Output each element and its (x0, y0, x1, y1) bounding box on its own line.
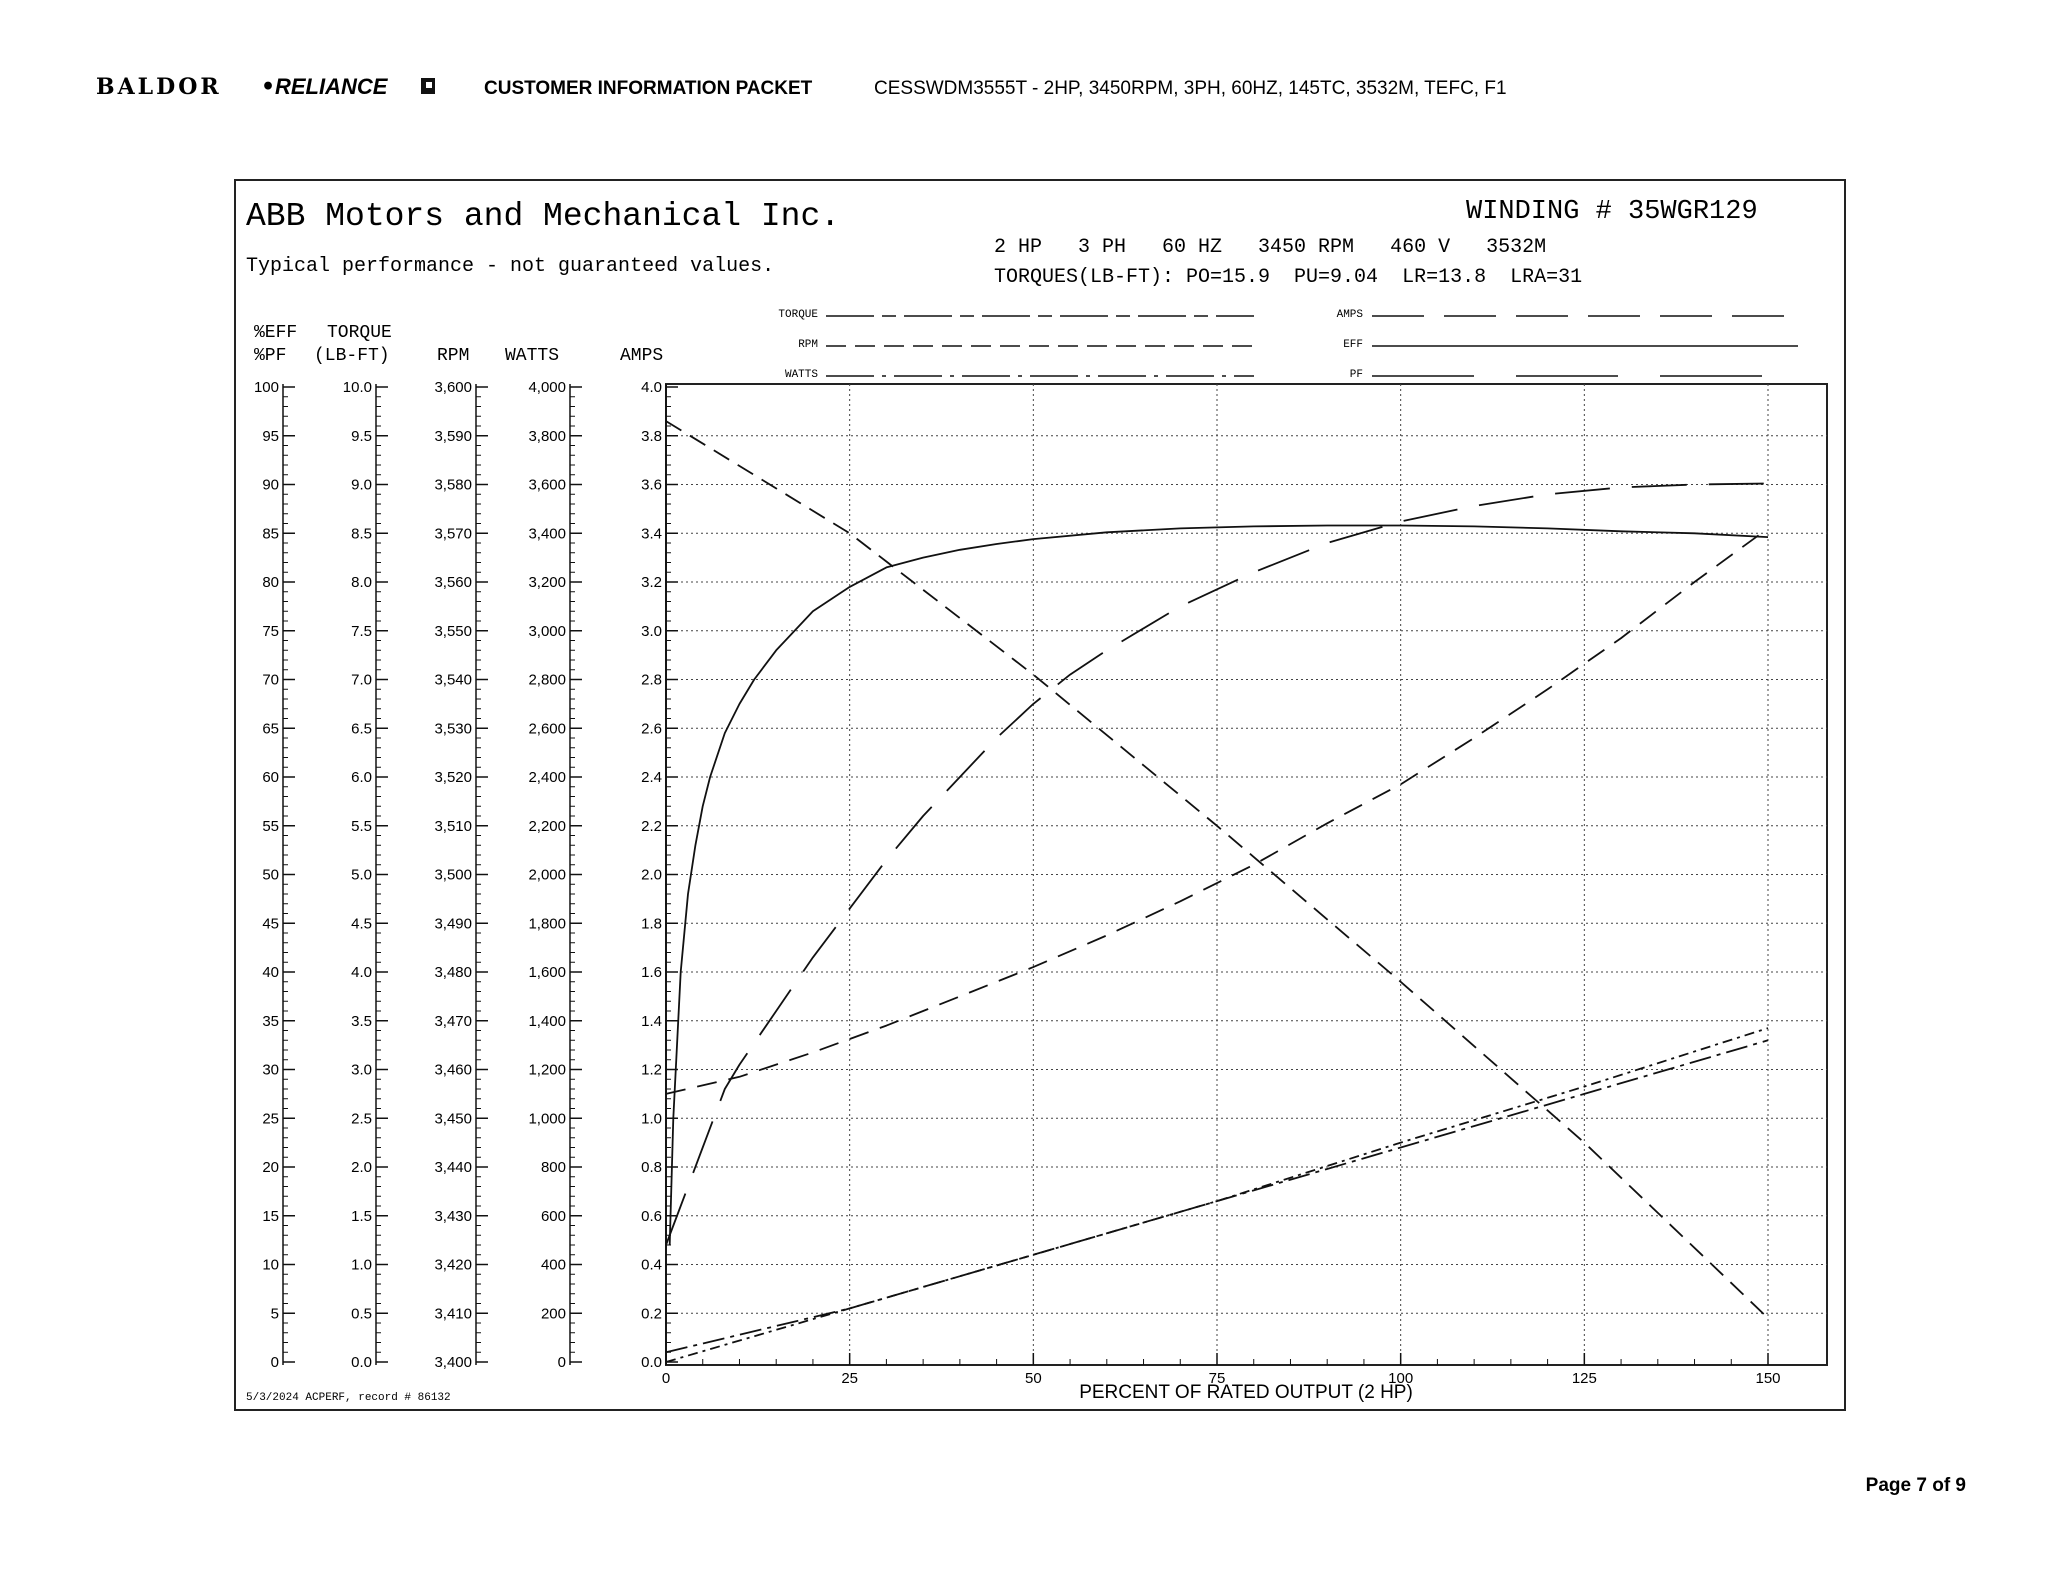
y-tick-label: 0.2 (641, 1305, 662, 1323)
y-tick-label: 0.4 (641, 1256, 662, 1274)
y-tick-label: 20 (262, 1159, 279, 1176)
y-tick-label: 2.0 (641, 866, 662, 884)
document-header (96, 74, 1507, 100)
header-eff: %EFF (254, 323, 298, 343)
y-tick-label: 2.4 (641, 769, 662, 786)
y-tick-label: 0.0 (641, 1354, 662, 1371)
reliance-logo-mark (421, 78, 435, 94)
y-tick-label: 3,440 (434, 1159, 472, 1176)
y-tick-label: 8.5 (351, 525, 372, 543)
y-tick-label: 3,200 (528, 574, 566, 591)
y-scale-amps (641, 379, 678, 1371)
x-tick-label: 50 (1024, 1370, 1042, 1387)
y-tick-label: 40 (262, 964, 279, 981)
record-footer: 5/3/2024 ACPERF, record # 86132 (246, 1392, 451, 1404)
y-tick-label: 3,450 (434, 1110, 472, 1128)
y-tick-label: 55 (262, 817, 279, 835)
chart-header (246, 197, 1758, 289)
y-tick-label: 0 (557, 1354, 566, 1371)
y-tick-label: 2,400 (528, 769, 566, 786)
y-tick-label: 2,800 (528, 671, 566, 689)
y-tick-label: 1.0 (641, 1110, 662, 1128)
y-tick-label: 3,600 (528, 476, 566, 494)
legend-label-amps: AMPS (1336, 309, 1363, 321)
x-tick-label: 125 (1571, 1370, 1597, 1387)
legend-label-rpm: RPM (798, 339, 818, 351)
y-tick-label: 30 (262, 1061, 279, 1079)
motor-specs: 2 HP 3 PH 60 HZ 3450 RPM 460 V 3532M (994, 236, 1547, 259)
header-torque-unit: (LB-FT) (314, 346, 390, 366)
y-tick-label: 1.2 (641, 1061, 662, 1079)
y-tick-label: 0 (270, 1354, 279, 1371)
y-tick-label: 1.6 (641, 964, 662, 981)
y-tick-label: 1,200 (528, 1061, 566, 1079)
legend-label-watts: WATTS (784, 369, 818, 381)
page-number: Page 7 of 9 (1865, 1475, 1966, 1496)
y-tick-label: 7.0 (351, 671, 372, 689)
y-tick-label: 3,530 (434, 720, 472, 738)
packet-label: CUSTOMER INFORMATION PACKET (484, 78, 813, 99)
y-tick-label: 3,580 (434, 476, 472, 494)
winding-number: WINDING # 35WGR129 (1466, 197, 1758, 227)
brand-dot: • (261, 74, 279, 100)
y-tick-label: 2,600 (528, 720, 566, 738)
y-tick-label: 1.0 (351, 1256, 372, 1274)
y-tick-label: 9.5 (351, 427, 372, 445)
header-torque: TORQUE (327, 323, 392, 343)
y-tick-label: 2.5 (351, 1110, 372, 1128)
y-tick-label: 800 (540, 1159, 566, 1176)
y-tick-label: 4,000 (528, 379, 566, 396)
legend-label-eff: EFF (1343, 339, 1363, 351)
y-scale-eff_pf (254, 379, 295, 1371)
y-scale-watts (528, 379, 582, 1371)
y-tick-label: 3,570 (434, 525, 472, 543)
y-tick-label: 3,460 (434, 1061, 472, 1079)
y-tick-label: 2.2 (641, 817, 662, 835)
y-tick-label: 80 (262, 574, 279, 591)
y-tick-label: 2.0 (351, 1159, 372, 1176)
y-tick-label: 0.0 (351, 1354, 372, 1371)
y-tick-label: 9.0 (351, 476, 372, 494)
y-tick-label: 3,800 (528, 427, 566, 445)
y-tick-label: 60 (262, 769, 279, 786)
y-scale-rpm (434, 379, 488, 1371)
y-tick-label: 5 (270, 1305, 279, 1323)
y-tick-label: 200 (540, 1305, 566, 1323)
y-tick-label: 1,800 (528, 915, 566, 933)
y-tick-label: 6.5 (351, 720, 372, 738)
y-tick-label: 5.5 (351, 817, 372, 835)
y-tick-label: 600 (540, 1207, 566, 1225)
y-tick-label: 4.5 (351, 915, 372, 933)
header-amps: AMPS (620, 346, 664, 366)
legend-label-pf: PF (1349, 369, 1363, 381)
y-tick-label: 100 (253, 379, 279, 396)
y-tick-label: 2,200 (528, 817, 566, 835)
chart-legend (778, 309, 1798, 381)
y-tick-label: 5.0 (351, 866, 372, 884)
y-tick-label: 0.8 (641, 1159, 662, 1176)
y-tick-label: 1.8 (641, 915, 662, 933)
header-rpm: RPM (437, 346, 470, 366)
y-tick-label: 90 (262, 476, 279, 494)
x-tick-label: 75 (1208, 1370, 1226, 1387)
y-tick-label: 45 (262, 915, 279, 933)
performance-note: Typical performance - not guaranteed values. (246, 255, 775, 278)
y-tick-label: 3,420 (434, 1256, 472, 1274)
y-tick-label: 3.6 (641, 476, 662, 494)
y-tick-label: 3,600 (434, 379, 472, 396)
y-tick-label: 1,000 (528, 1110, 566, 1128)
y-tick-label: 3,470 (434, 1012, 472, 1030)
series-eff (670, 526, 1768, 1246)
y-tick-label: 10.0 (342, 379, 372, 396)
y-tick-label: 35 (262, 1012, 279, 1030)
y-tick-label: 3,430 (434, 1207, 472, 1225)
y-tick-label: 25 (262, 1110, 279, 1128)
y-tick-label: 3,000 (528, 622, 566, 640)
y-tick-label: 10 (262, 1256, 279, 1274)
y-tick-label: 3,590 (434, 427, 472, 445)
y-tick-label: 3.2 (641, 574, 662, 591)
y-tick-label: 3,550 (434, 622, 472, 640)
y-tick-label: 50 (262, 866, 279, 884)
torque-values: TORQUES(LB-FT): PO=15.9 PU=9.04 LR=13.8 LRA=31 (994, 266, 1583, 289)
grid-lines (666, 384, 1827, 1365)
y-tick-label: 2.8 (641, 671, 662, 689)
y-tick-label: 2.6 (641, 720, 662, 738)
y-scale-torque (343, 379, 388, 1371)
y-tick-label: 3,560 (434, 574, 472, 591)
y-tick-label: 6.0 (351, 769, 372, 786)
header-watts: WATTS (505, 346, 560, 366)
x-axis-label: PERCENT OF RATED OUTPUT (2 HP) (1079, 1382, 1413, 1403)
y-tick-label: 4.0 (641, 379, 662, 396)
y-tick-label: 3,410 (434, 1305, 472, 1323)
y-tick-label: 3.5 (351, 1012, 372, 1030)
y-tick-label: 3,490 (434, 915, 472, 933)
y-tick-label: 0.5 (351, 1305, 372, 1323)
y-tick-label: 3,520 (434, 769, 472, 786)
y-tick-label: 3,400 (434, 1354, 472, 1371)
brand-reliance: RELIANCE (275, 74, 388, 99)
x-tick-label: 25 (841, 1370, 859, 1387)
y-tick-label: 0.6 (641, 1207, 662, 1225)
y-tick-label: 3,400 (528, 525, 566, 543)
x-tick-label: 100 (1388, 1370, 1414, 1387)
y-tick-label: 4.0 (351, 964, 372, 981)
model-description: CESSWDM3555T - 2HP, 3450RPM, 3PH, 60HZ, 145TC, 3532M, TEFC, F1 (874, 78, 1507, 99)
y-tick-label: 65 (262, 720, 279, 738)
company-name: ABB Motors and Mechanical Inc. (246, 198, 841, 235)
y-tick-label: 85 (262, 525, 279, 543)
y-tick-label: 70 (262, 671, 279, 689)
y-tick-label: 3,500 (434, 866, 472, 884)
y-tick-label: 3.4 (641, 525, 662, 543)
y-tick-label: 3,540 (434, 671, 472, 689)
y-tick-label: 400 (540, 1256, 566, 1274)
y-tick-label: 8.0 (351, 574, 372, 591)
y-tick-label: 3,480 (434, 964, 472, 981)
y-tick-label: 7.5 (351, 622, 372, 640)
y-scales (254, 379, 678, 1371)
x-tick-label: 150 (1755, 1370, 1781, 1387)
y-tick-label: 3.0 (641, 622, 662, 640)
y-tick-label: 2,000 (528, 866, 566, 884)
y-tick-label: 1.5 (351, 1207, 372, 1225)
y-tick-label: 15 (262, 1207, 279, 1225)
y-tick-label: 1.4 (641, 1012, 662, 1030)
axis-headers (254, 323, 663, 366)
y-tick-label: 3,510 (434, 817, 472, 835)
legend-label-torque: TORQUE (778, 309, 818, 321)
y-tick-label: 3.8 (641, 427, 662, 445)
y-tick-label: 75 (262, 622, 279, 640)
header-pf: %PF (254, 346, 287, 366)
y-tick-label: 1,400 (528, 1012, 566, 1030)
x-tick-label: 0 (661, 1370, 671, 1387)
y-tick-label: 1,600 (528, 964, 566, 981)
y-tick-label: 95 (262, 427, 279, 445)
brand-baldor: BALDOR (96, 74, 222, 100)
y-tick-label: 3.0 (351, 1061, 372, 1079)
